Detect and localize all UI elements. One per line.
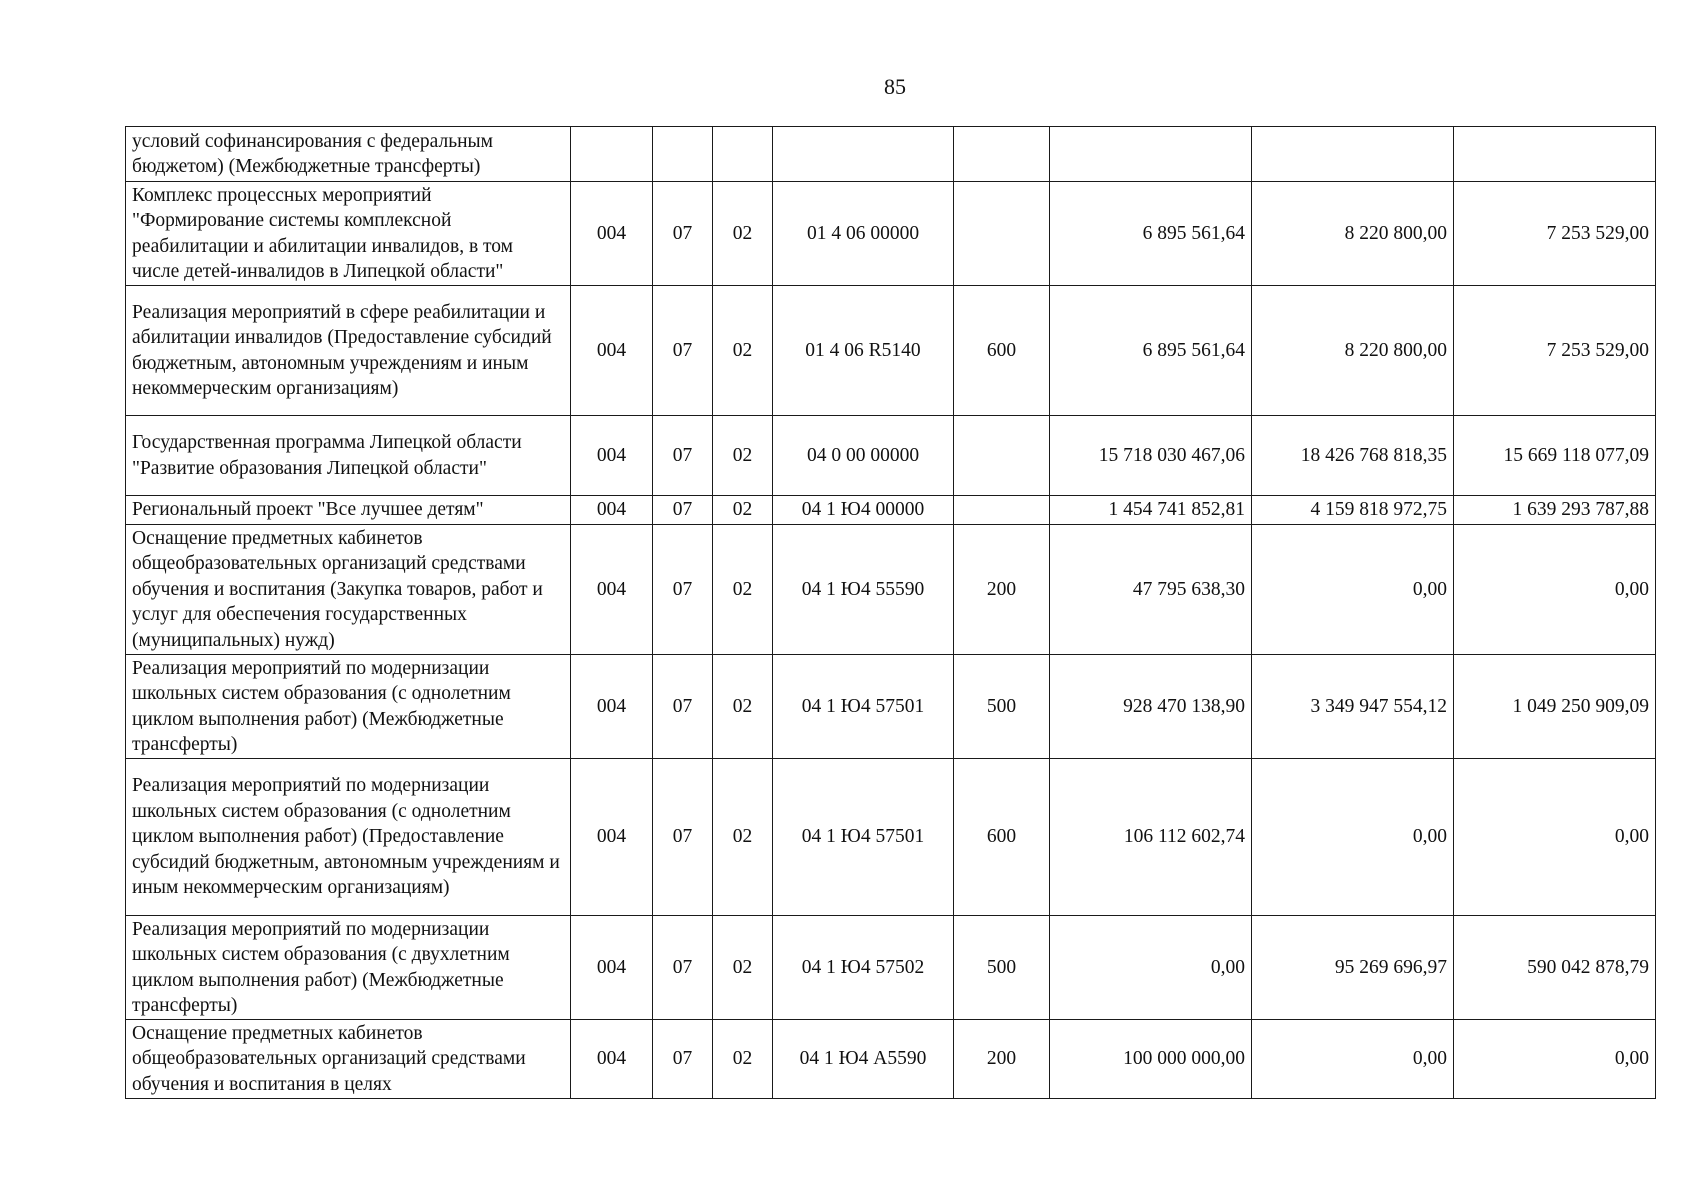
amount-2025 xyxy=(1050,127,1252,182)
section-code: 07 xyxy=(653,525,713,655)
ministry-code: 004 xyxy=(571,496,653,525)
row-name: Реализация мероприятий по модернизации школьных систем образования (с двухлетним циклом выполнения работ) (Межбюджетные трансферты) xyxy=(126,916,571,1020)
row-name: Оснащение предметных кабинетов общеобразовательных организаций средствами обучения и воспитания (Закупка товаров, работ и услуг для обеспечения государственных (муниципальных) нужд) xyxy=(126,525,571,655)
target-article: 04 1 Ю4 55590 xyxy=(773,525,954,655)
amount-2025: 106 112 602,74 xyxy=(1050,759,1252,916)
amount-2027: 0,00 xyxy=(1454,1020,1656,1099)
amount-2027: 0,00 xyxy=(1454,759,1656,916)
row-name: Реализация мероприятий в сфере реабилитации и абилитации инвалидов (Предоставление субсидий бюджетным, автономным учреждениям и иным некоммерческим организациям) xyxy=(126,286,571,416)
amount-2026: 3 349 947 554,12 xyxy=(1252,655,1454,759)
row-name: Реализация мероприятий по модернизации школьных систем образования (с однолетним циклом выполнения работ) (Предоставление субсидий бюджетным, автономным учреждениям и иным некоммерческим организациям) xyxy=(126,759,571,916)
table-row xyxy=(126,525,1656,655)
amount-2026: 95 269 696,97 xyxy=(1252,916,1454,1020)
table-row xyxy=(126,416,1656,496)
amount-2025: 6 895 561,64 xyxy=(1050,182,1252,286)
row-name: Оснащение предметных кабинетов общеобразовательных организаций средствами обучения и воспитания в целях xyxy=(126,1020,571,1099)
row-name: Реализация мероприятий по модернизации школьных систем образования (с однолетним циклом выполнения работ) (Межбюджетные трансферты) xyxy=(126,655,571,759)
target-article: 04 1 Ю4 00000 xyxy=(773,496,954,525)
target-article: 04 1 Ю4 57501 xyxy=(773,655,954,759)
amount-2025: 0,00 xyxy=(1050,916,1252,1020)
amount-2026: 0,00 xyxy=(1252,525,1454,655)
ministry-code: 004 xyxy=(571,1020,653,1099)
expense-type xyxy=(954,496,1050,525)
subsection-code: 02 xyxy=(713,655,773,759)
table-row xyxy=(126,286,1656,416)
ministry-code: 004 xyxy=(571,286,653,416)
subsection-code: 02 xyxy=(713,286,773,416)
expense-type: 200 xyxy=(954,525,1050,655)
subsection-code xyxy=(713,127,773,182)
amount-2026: 0,00 xyxy=(1252,759,1454,916)
ministry-code: 004 xyxy=(571,182,653,286)
expense-type: 600 xyxy=(954,759,1050,916)
row-name: Государственная программа Липецкой области "Развитие образования Липецкой области" xyxy=(126,416,571,496)
ministry-code: 004 xyxy=(571,525,653,655)
subsection-code: 02 xyxy=(713,182,773,286)
section-code xyxy=(653,127,713,182)
section-code: 07 xyxy=(653,286,713,416)
subsection-code: 02 xyxy=(713,496,773,525)
row-name: Региональный проект "Все лучшее детям" xyxy=(126,496,571,525)
amount-2027: 0,00 xyxy=(1454,525,1656,655)
amount-2025: 47 795 638,30 xyxy=(1050,525,1252,655)
amount-2026: 8 220 800,00 xyxy=(1252,182,1454,286)
section-code: 07 xyxy=(653,416,713,496)
expense-type xyxy=(954,416,1050,496)
section-code: 07 xyxy=(653,1020,713,1099)
amount-2025: 1 454 741 852,81 xyxy=(1050,496,1252,525)
table-row xyxy=(126,916,1656,1020)
table-row xyxy=(126,1020,1656,1099)
row-name: Комплекс процессных мероприятий "Формирование системы комплексной реабилитации и абилитации инвалидов, в том числе детей-инвалидов в Липецкой области" xyxy=(126,182,571,286)
table-row xyxy=(126,759,1656,916)
amount-2025: 100 000 000,00 xyxy=(1050,1020,1252,1099)
target-article: 01 4 06 R5140 xyxy=(773,286,954,416)
ministry-code xyxy=(571,127,653,182)
section-code: 07 xyxy=(653,496,713,525)
amount-2026: 0,00 xyxy=(1252,1020,1454,1099)
expense-type: 500 xyxy=(954,655,1050,759)
target-article: 01 4 06 00000 xyxy=(773,182,954,286)
subsection-code: 02 xyxy=(713,759,773,916)
amount-2027: 15 669 118 077,09 xyxy=(1454,416,1656,496)
expense-type xyxy=(954,182,1050,286)
section-code: 07 xyxy=(653,182,713,286)
amount-2025: 6 895 561,64 xyxy=(1050,286,1252,416)
amount-2027: 7 253 529,00 xyxy=(1454,182,1656,286)
amount-2025: 928 470 138,90 xyxy=(1050,655,1252,759)
target-article: 04 1 Ю4 57501 xyxy=(773,759,954,916)
target-article: 04 0 00 00000 xyxy=(773,416,954,496)
table-row xyxy=(126,127,1656,182)
section-code: 07 xyxy=(653,655,713,759)
row-name: условий софинансирования с федеральным бюджетом) (Межбюджетные трансферты) xyxy=(126,127,571,182)
amount-2025: 15 718 030 467,06 xyxy=(1050,416,1252,496)
section-code: 07 xyxy=(653,916,713,1020)
ministry-code: 004 xyxy=(571,759,653,916)
target-article xyxy=(773,127,954,182)
expense-type: 500 xyxy=(954,916,1050,1020)
amount-2026: 4 159 818 972,75 xyxy=(1252,496,1454,525)
subsection-code: 02 xyxy=(713,416,773,496)
ministry-code: 004 xyxy=(571,416,653,496)
page-number: 85 xyxy=(884,74,906,99)
expense-type: 600 xyxy=(954,286,1050,416)
target-article: 04 1 Ю4 А5590 xyxy=(773,1020,954,1099)
amount-2027: 1 639 293 787,88 xyxy=(1454,496,1656,525)
ministry-code: 004 xyxy=(571,655,653,759)
amount-2027: 590 042 878,79 xyxy=(1454,916,1656,1020)
section-code: 07 xyxy=(653,759,713,916)
ministry-code: 004 xyxy=(571,916,653,1020)
subsection-code: 02 xyxy=(713,525,773,655)
target-article: 04 1 Ю4 57502 xyxy=(773,916,954,1020)
table-row xyxy=(126,182,1656,286)
amount-2027 xyxy=(1454,127,1656,182)
table-row xyxy=(126,655,1656,759)
amount-2026 xyxy=(1252,127,1454,182)
expense-type xyxy=(954,127,1050,182)
amount-2027: 1 049 250 909,09 xyxy=(1454,655,1656,759)
amount-2026: 8 220 800,00 xyxy=(1252,286,1454,416)
budget-table xyxy=(125,126,1656,1099)
expense-type: 200 xyxy=(954,1020,1050,1099)
table-row xyxy=(126,496,1656,525)
subsection-code: 02 xyxy=(713,1020,773,1099)
subsection-code: 02 xyxy=(713,916,773,1020)
amount-2027: 7 253 529,00 xyxy=(1454,286,1656,416)
amount-2026: 18 426 768 818,35 xyxy=(1252,416,1454,496)
